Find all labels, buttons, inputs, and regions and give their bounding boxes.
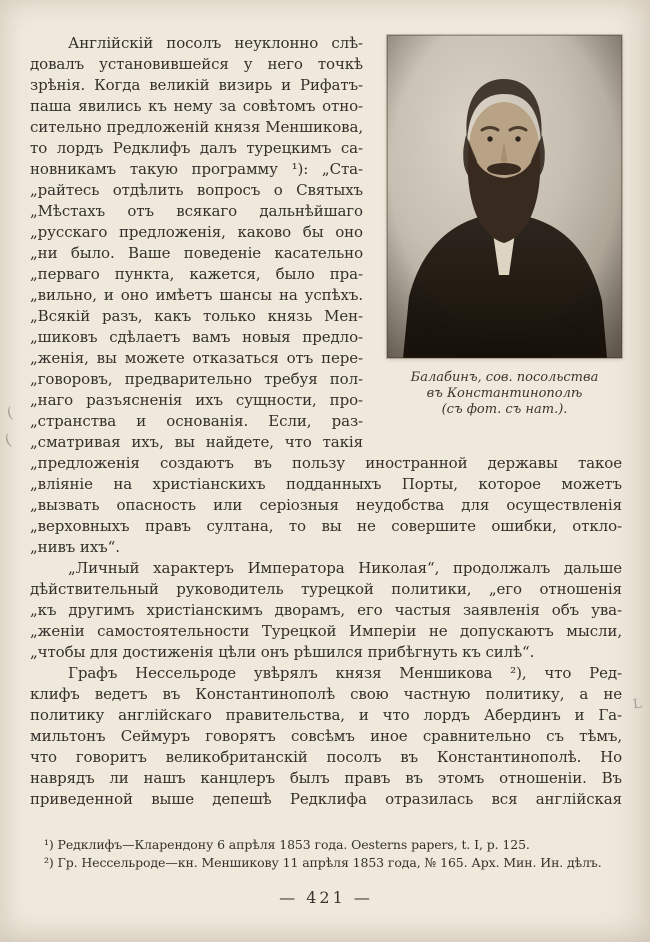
text-line-p1-17: „говоровъ, предварительно требуя пол-	[30, 370, 363, 388]
text-line-p3-5: что говоритъ великобританскій посолъ въ Константинополѣ. Но	[30, 748, 622, 766]
text-line-p1-24: „верховныхъ правъ султана, то вы не совершите ошибки, откло-	[30, 517, 622, 535]
footnote-1: ¹) Редклифъ—Кларендону 6 апрѣля 1853 года. Oesterns papers, t. I, p. 125.	[44, 837, 530, 852]
text-line-p1-22: „вліяніе на христіанскихъ подданныхъ Порты, которое можетъ	[30, 475, 622, 493]
text-line-p1-3: зрѣнія. Когда великій визирь и Рифатъ-	[30, 76, 363, 94]
text-line-p1-18: „наго разъясненія ихъ сущности, про-	[30, 391, 363, 409]
text-line-p1-14: „Всякій разъ, какъ только князь Мен-	[30, 307, 363, 325]
footnote-2: ²) Гр. Нессельроде—кн. Меншикову 11 апрѣля 1853 года, № 165. Арх. Мин. Ин. дѣлъ.	[44, 855, 602, 870]
text-line-p1-19: „странства и основанія. Если, раз-	[30, 412, 363, 430]
portrait-figure	[387, 35, 622, 418]
footnotes	[30, 836, 622, 872]
margin-pencil-mark: (	[4, 403, 15, 423]
text-line-p1-20: „сматривая ихъ, вы найдете, что такія	[30, 433, 363, 451]
portrait-photo-illustration	[387, 35, 622, 358]
text-line-p1-25: „нивъ ихъ“.	[30, 538, 120, 556]
text-line-p1-11: „ни было. Ваше поведеніе касательно	[30, 244, 363, 262]
text-line-p1-21: „предложенія создаютъ въ пользу иностранной державы такое	[30, 454, 622, 472]
text-line-p3-2: клифъ ведетъ въ Константинополѣ свою частную политику, а не	[30, 685, 622, 703]
text-line-p3-3: политику англійскаго правительства, и что лордъ Абердинъ и Га-	[30, 706, 622, 724]
margin-pencil-mark: (	[2, 430, 14, 450]
text-line-p1-23: „вызвать опасность или серіозныя неудобства для осуществленія	[30, 496, 622, 514]
page-number: — 421 —	[279, 888, 373, 907]
caption-line-3: (съ фот. съ нат.).	[441, 402, 568, 417]
text-line-p1-16: „женія, вы можете отказаться отъ пере-	[30, 349, 363, 367]
text-line-p2-1: „Личный характеръ Императора Николая“, продолжалъ дальше	[68, 559, 622, 577]
caption-line-2: въ Константинополѣ	[426, 386, 583, 401]
text-line-p2-5: „чтобы для достиженія цѣли онъ рѣшился прибѣгнуть къ силѣ“.	[30, 643, 535, 661]
text-line-p2-3: „къ другимъ христіанскимъ дворамъ, его частыя заявленія объ ува-	[30, 601, 622, 619]
photo-caption	[387, 370, 622, 418]
caption-line-1: Балабинъ, сов. посольства	[410, 370, 599, 385]
text-line-p1-15: „шиковъ сдѣлаетъ вамъ новыя предло-	[30, 328, 363, 346]
text-line-p2-2: дѣйствительный руководитель турецкой политики, „его отношенія	[30, 580, 622, 598]
text-line-p1-9: „Мѣстахъ отъ всякаго дальнѣйшаго	[30, 202, 363, 220]
portrait-photo	[387, 35, 622, 358]
text-line-p1-10: „русскаго предложенія, каково бы оно	[30, 223, 363, 241]
text-line-p1-12: „перваго пункта, кажется, было пра-	[30, 265, 363, 283]
text-line-p3-6: наврядъ ли нашъ канцлеръ былъ правъ въ этомъ отношеніи. Въ	[30, 769, 622, 787]
text-line-p1-6: то лордъ Редклифъ далъ турецкимъ са-	[30, 139, 363, 157]
text-line-p1-4: паша явились къ нему за совѣтомъ отно-	[30, 97, 363, 115]
text-line-p1-8: „райтесь отдѣлить вопросъ о Святыхъ	[30, 181, 363, 199]
text-line-p3-1: Графъ Нессельроде увѣрялъ князя Меншикова ²), что Ред-	[68, 664, 622, 682]
text-line-p3-7: приведенной выше депешѣ Редклифа отразилась вся англійская	[30, 790, 622, 808]
text-line-p1-13: „вильно, и оно имѣетъ шансы на успѣхъ.	[30, 286, 363, 304]
margin-pencil-mark: L	[632, 696, 643, 713]
text-line-p1-7: новникамъ такую программу ¹): „Ста-	[30, 160, 363, 178]
text-line-p1-1: Англійскій посолъ неуклонно слѣ-	[68, 34, 363, 52]
text-line-p3-4: мильтонъ Сеймуръ говорятъ совсѣмъ иное сравнительно съ тѣмъ,	[30, 727, 622, 745]
text-line-p2-4: „женіи самостоятельности Турецкой Имперіи не допускаютъ мысли,	[30, 622, 622, 640]
body-text	[30, 33, 622, 810]
text-line-p1-2: довалъ установившейся у него точкѣ	[30, 55, 363, 73]
text-line-p1-5: сительно предложеній князя Меншикова,	[30, 118, 363, 136]
